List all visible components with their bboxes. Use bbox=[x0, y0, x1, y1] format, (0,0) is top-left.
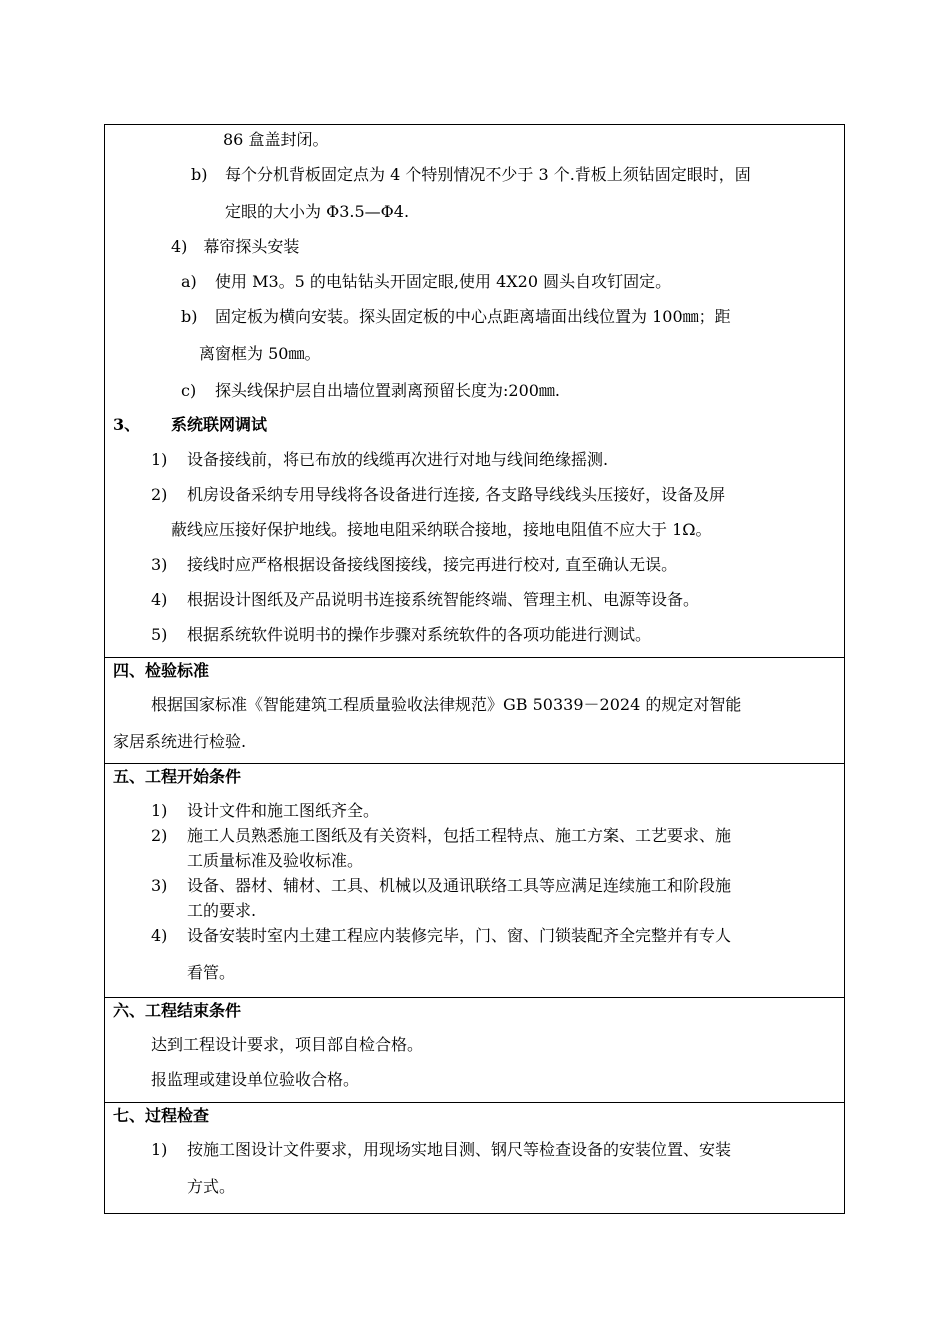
list-marker: b) bbox=[181, 307, 198, 326]
section-title: 七、过程检查 bbox=[113, 1106, 210, 1125]
section-title: 四、检验标准 bbox=[113, 661, 210, 680]
list-marker: a) bbox=[181, 272, 197, 291]
list-item-cont: 看管。 bbox=[187, 963, 236, 982]
text-line: 使用 M3。5 的电钻钻头开固定眼,使用 4X20 圆头自攻钉固定。 bbox=[215, 272, 672, 291]
list-item: 接线时应严格根据设备接线图接线，接完再进行校对, 直至确认无误。 bbox=[187, 555, 678, 574]
list-item: 根据系统软件说明书的操作步骤对系统软件的各项功能进行测试。 bbox=[187, 625, 652, 644]
text-line: 离窗框为 50㎜。 bbox=[199, 344, 321, 363]
list-item: 根据设计图纸及产品说明书连接系统智能终端、管理主机、电源等设备。 bbox=[187, 590, 700, 609]
row-divider bbox=[105, 657, 844, 658]
list-item-cont: 蔽线应压接好保护地线。接地电阻采纳联合接地，接地电阻值不应大于 1Ω。 bbox=[171, 520, 712, 539]
list-marker: 1) bbox=[151, 801, 168, 820]
text-line: 定眼的大小为 Φ3.5—Φ4. bbox=[225, 202, 410, 221]
section-title: 系统联网调试 bbox=[171, 415, 268, 434]
list-item: 设备接线前，将已布放的线缆再次进行对地与线间绝缘摇测. bbox=[187, 450, 609, 469]
list-item: 机房设备采纳专用导线将各设备进行连接, 各支路导线线头压接好，设备及屏 bbox=[187, 485, 726, 504]
text-line: 固定板为横向安装。探头固定板的中心点距离墙面出线位置为 100㎜；距 bbox=[215, 307, 731, 326]
list-item-cont: 工质量标准及验收标准。 bbox=[187, 851, 364, 870]
list-item: 设计文件和施工图纸齐全。 bbox=[187, 801, 380, 820]
paragraph-line: 报监理或建设单位验收合格。 bbox=[151, 1070, 360, 1089]
list-marker: 4) bbox=[151, 926, 168, 945]
list-marker: 2) bbox=[151, 826, 168, 845]
section-title: 五、工程开始条件 bbox=[113, 767, 242, 786]
list-marker: b) bbox=[191, 165, 208, 184]
row-divider bbox=[105, 763, 844, 764]
list-marker: 1) bbox=[151, 1140, 168, 1159]
list-marker: 3) bbox=[151, 555, 168, 574]
list-item: 按施工图设计文件要求，用现场实地目测、钢尺等检查设备的安装位置、安装 bbox=[187, 1140, 732, 1159]
list-marker: 5) bbox=[151, 625, 168, 644]
row-divider bbox=[105, 1102, 844, 1103]
section-number: 3、 bbox=[113, 415, 141, 434]
list-item: 设备、器材、辅材、工具、机械以及通讯联络工具等应满足连续施工和阶段施 bbox=[187, 876, 732, 895]
paragraph-line: 达到工程设计要求，项目部自检合格。 bbox=[151, 1035, 424, 1054]
subheading: 4) 幕帘探头安装 bbox=[171, 237, 300, 256]
text-line: 86 盒盖封闭。 bbox=[223, 130, 329, 149]
section-title: 六、工程结束条件 bbox=[113, 1001, 242, 1020]
row-divider bbox=[105, 997, 844, 998]
list-marker: 1) bbox=[151, 450, 168, 469]
list-item: 设备安装时室内土建工程应内装修完毕，门、窗、门锁装配齐全完整并有专人 bbox=[187, 926, 732, 945]
paragraph-line: 根据国家标准《智能建筑工程质量验收法律规范》GB 50339－2024 的规定对智能 bbox=[151, 695, 742, 714]
list-marker: c) bbox=[181, 381, 197, 400]
text-line: 每个分机背板固定点为 4 个特别情况不少于 3 个.背板上须钻固定眼时，固 bbox=[225, 165, 751, 184]
list-item: 施工人员熟悉施工图纸及有关资料，包括工程特点、施工方案、工艺要求、施 bbox=[187, 826, 732, 845]
list-marker: 4) bbox=[151, 590, 168, 609]
document-table-frame bbox=[104, 124, 845, 1214]
list-item-cont: 方式。 bbox=[187, 1177, 236, 1196]
list-item-cont: 工的要求. bbox=[187, 901, 257, 920]
list-marker: 3) bbox=[151, 876, 168, 895]
list-marker: 2) bbox=[151, 485, 168, 504]
text-line: 探头线保护层自出墙位置剥离预留长度为:200㎜. bbox=[215, 381, 561, 400]
paragraph-line: 家居系统进行检验. bbox=[113, 732, 247, 751]
